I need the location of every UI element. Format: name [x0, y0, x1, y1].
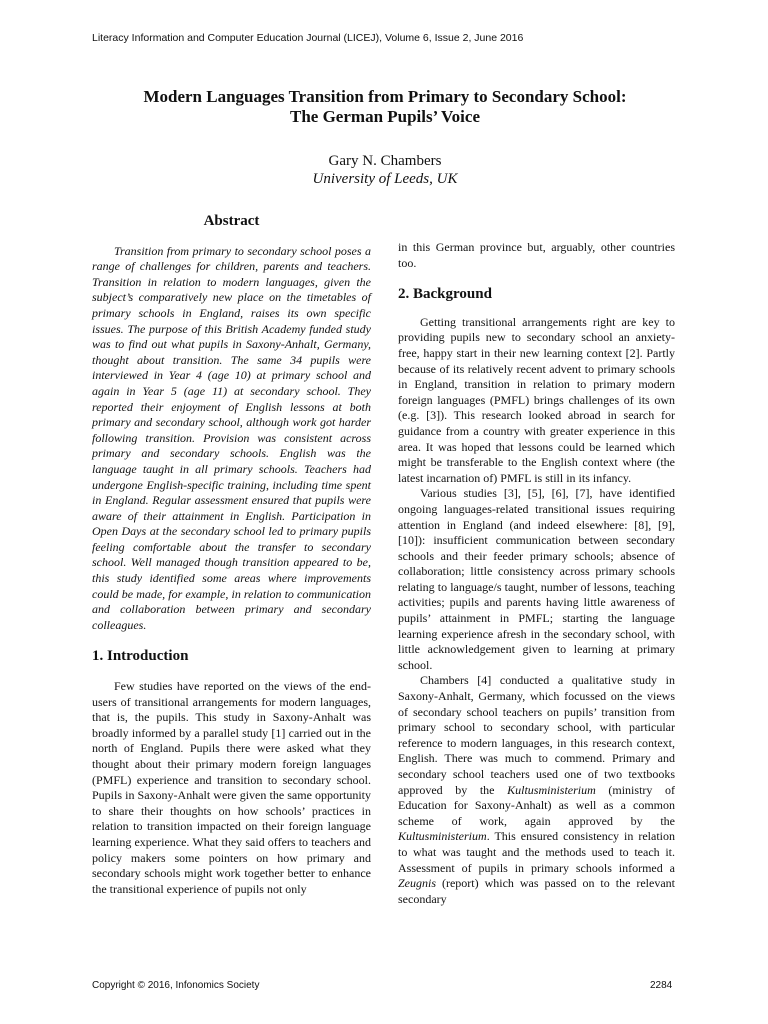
abstract-heading: Abstract	[203, 213, 260, 229]
introduction-paragraph-1: Few studies have reported on the views of the end-users of transitional arrangements for modern languages, that is, the pupils. This study in Saxony-Anhalt was broadly informed by a parallel study [1] carried out in the north of England. Pupils there were asked what they thought about their primary modern foreign languages (PMFL) experience and transition to secondary school. Pupils in Saxony-Anhalt were given the same opportunity to share their thoughts on how schools’ practices in relation to transition impacted on their foreign language learning experience. What they said offers to teachers and policy makers some pointers on how primary and secondary schools might work together better to enhance the transitional experience of pupils not only	[92, 679, 371, 896]
paper-title	[80, 87, 690, 127]
p3-part-c: . This ensured consistency in relation to what was taught and the methods used to teach it. Assessment of pupils in primary schools informed a	[398, 829, 675, 875]
copyright-footer: Copyright © 2016, Infonomics Society	[92, 980, 260, 991]
background-paragraph-1: Getting transitional arrangements right are key to providing pupils new to secondary school an anxiety-free, happy start in their new learning context [2]. Partly because of its relatively recent advent to primary schools in England, transition in relation to primary modern foreign languages (PMFL) brings challenges of its own (e.g. [3]). This research looked abroad in search for guidance from a country with greater experience in this area. It was hoped that lessons could be learned which might be transferable to the English context where (the latest incarnation of) PMFL is still in its infancy.	[398, 314, 675, 485]
introduction-heading: 1. Introduction	[92, 648, 189, 665]
abstract-text: Transition from primary to secondary school poses a range of challenges for children, parents and teachers. Transition in relation to modern languages, given the subject’s comparatively new place on the timetables of primary schools in England, raises its own specific issues. The purpose of this British Academy funded study was to find out what pupils in Saxony-Anhalt, Germany, thought about transition. The same 34 pupils were interviewed in Year 4 (age 10) at primary school and again in Year 5 (age 11) at secondary school. They reported their enjoyment of English lessons at both primary and secondary school, although work got harder following transition. Provision was consistent across primary and secondary schools. English was the language taught in all primary schools. Teachers had undergone English-specific training, including time spent in England. Regular assessment ensured that pupils were aware of their attainment in English. Participation in Open Days at the secondary school led to primary pupils feeling comfortable about the transfer to secondary school. Well managed though transition appeared to be, this study identified some areas where improvements could be made, for example, in relation to communication and collaboration between primary and secondary colleagues.	[92, 243, 371, 632]
p3-term-kultusministerium-2: Kultusministerium	[398, 829, 487, 844]
author-name: Gary N. Chambers	[328, 153, 442, 169]
journal-header: Literacy Information and Computer Education Journal (LICEJ), Volume 6, Issue 2, June 2016	[92, 32, 524, 44]
p3-part-a: Chambers [4] conducted a qualitative study in Saxony-Anhalt, Germany, which focussed on the views of secondary school teachers on pupils’ transition from primary school to secondary school, with particular reference to modern languages, in this research context, English. There was much to commend. Primary and secondary school teachers used one of two textbooks approved by the	[398, 673, 675, 797]
p3-term-kultusministerium-1: Kultusministerium	[507, 782, 596, 797]
background-paragraph-3	[398, 673, 675, 907]
background-paragraph-2: Various studies [3], [5], [6], [7], have identified ongoing languages-related transitional issues requiring attention in England (and indeed elsewhere: [8], [9], [10]): insufficient communication between secondary schools and their feeder primary schools; absence of collaboration; little consistency across primary schools relating to language/s taught, number of lessons, teaching activities; pupils and parents having little awareness of pupils’ attainment in PMFL; starting the language learning experience afresh in the secondary school, with little acknowledgement given to learning at primary school.	[398, 486, 675, 672]
author-block	[80, 152, 690, 188]
background-heading: 2. Background	[398, 286, 492, 303]
left-column	[92, 214, 371, 897]
page-number: 2284	[650, 980, 673, 991]
title-line-2: The German Pupils’ Voice	[290, 107, 480, 126]
author-affiliation: University of Leeds, UK	[312, 171, 458, 187]
p3-part-d: (report) which was passed on to the relevant secondary	[398, 876, 675, 906]
p3-part-b: (ministry of Education for Saxony-Anhalt) as well as a common scheme of work, again approved by the	[398, 782, 675, 828]
p3-term-zeugnis: Zeugnis	[398, 876, 437, 891]
right-column	[398, 240, 675, 907]
title-line-1: Modern Languages Transition from Primary to Secondary School:	[143, 87, 627, 106]
introduction-continuation: in this German province but, arguably, other countries too.	[398, 240, 675, 270]
